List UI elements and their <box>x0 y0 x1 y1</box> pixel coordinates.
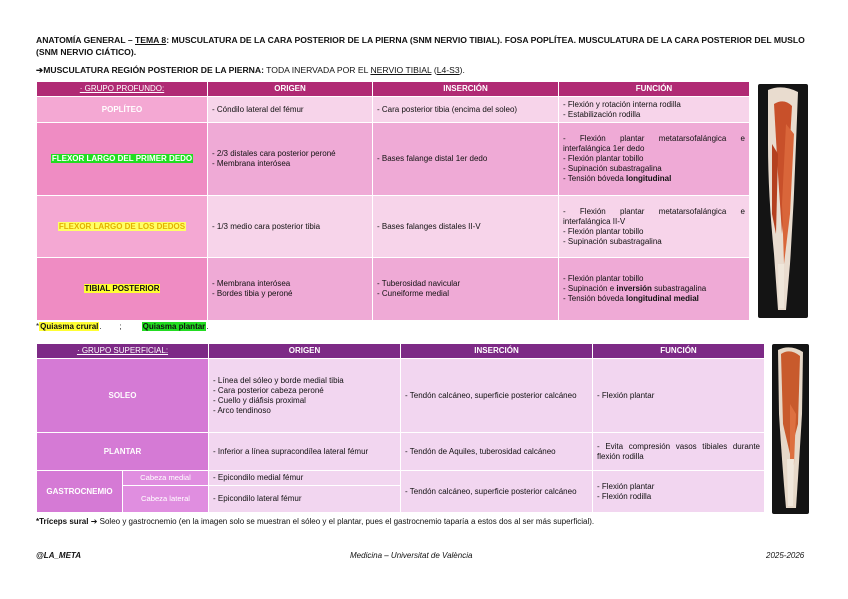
section-subtitle: ➔MUSCULATURA REGIÓN POSTERIOR DE LA PIERNA: TODA INERVADA POR EL NERVIO TIBIAL (L4-S3). <box>36 65 465 75</box>
origen-cell: - 1/3 medio cara posterior tibia <box>208 196 373 258</box>
footer-center: Medicina – Universitat de València <box>350 551 473 560</box>
origen-cell: - Epicondilo lateral fémur <box>209 486 401 513</box>
table-row <box>37 123 750 196</box>
origen-cell: - Epicondilo medial fémur <box>209 471 401 486</box>
header-origen: ORIGEN <box>208 82 373 97</box>
table-grupo-superficial <box>36 343 765 513</box>
insercion-cell: - Tuberosidad navicular - Cuneiforme medial <box>373 258 559 321</box>
leg-illustration-icon <box>772 344 809 514</box>
table-header-row <box>37 344 765 359</box>
muscle-name: POPLÍTEO <box>37 97 208 123</box>
insercion-cell: - Tendón calcáneo, superficie posterior calcáneo <box>401 471 593 513</box>
triceps-sural-note: *Tríceps sural ➔ Soleo y gastrocnemio (en la imagen solo se muestran el sóleo y el plantar, pues el gastrocnemio taparía a estos dos al ser más superficial). <box>36 517 595 526</box>
insercion-cell: - Cara posterior tibia (encima del soleo) <box>373 97 559 123</box>
table-header-row <box>37 82 750 97</box>
insercion-cell: - Tendón de Aquiles, tuberosidad calcáneo <box>401 433 593 471</box>
funcion-cell: - Flexión plantar metatarsofalángica e interfalángica 1er dedo - Flexión plantar tobillo - Supinación subastragalina - Tensión bóveda longitudinal <box>559 123 750 196</box>
funcion-cell: - Flexión plantar - Flexión rodilla <box>593 471 765 513</box>
muscle-name: FLEXOR LARGO DEL PRIMER DEDO <box>37 123 208 196</box>
header-insercion: INSERCIÓN <box>401 344 593 359</box>
footer-right: 2025-2026 <box>766 551 805 560</box>
page-title: ANATOMÍA GENERAL – TEMA 8: MUSCULATURA DE LA CARA POSTERIOR DE LA PIERNA (SNM NERVIO TIBIAL). FOSA POPLÍTEA. MUSCULATURA DE LA CARA POSTERIOR DEL MUSLO (SNM NERVIO CIÁTICO). <box>36 35 805 57</box>
muscle-name: GASTROCNEMIO <box>37 471 123 513</box>
insercion-cell: - Tendón calcáneo, superficie posterior calcáneo <box>401 359 593 433</box>
muscle-name: SOLEO <box>37 359 209 433</box>
table-row <box>37 433 765 471</box>
header-insercion: INSERCIÓN <box>373 82 559 97</box>
sub-head-medial: Cabeza medial <box>123 471 209 486</box>
insercion-cell: - Bases falanges distales II-V <box>373 196 559 258</box>
footer-left: @LA_META <box>36 551 81 560</box>
superficial-muscles-leg-image <box>772 344 809 514</box>
table-row <box>37 471 765 486</box>
sub-head-lateral: Cabeza lateral <box>123 486 209 513</box>
origen-cell: - Línea del sóleo y borde medial tibia - Cara posterior cabeza peroné - Cuello y diáfisis proximal - Arco tendinoso <box>209 359 401 433</box>
table-grupo-profundo <box>36 81 750 321</box>
leg-illustration-icon <box>758 84 808 318</box>
header-grupo: · GRUPO PROFUNDO: <box>37 82 208 97</box>
origen-cell: - 2/3 distales cara posterior peroné - Membrana interósea <box>208 123 373 196</box>
table-row <box>37 97 750 123</box>
origen-cell: - Membrana interósea - Bordes tibia y peroné <box>208 258 373 321</box>
deep-muscles-leg-image <box>758 84 808 318</box>
funcion-cell: - Evita compresión vasos tibiales durante flexión rodilla <box>593 433 765 471</box>
muscle-name: FLEXOR LARGO DE LOS DEDOS <box>37 196 208 258</box>
funcion-cell: - Flexión plantar metatarsofalángica e interfalángica II-V - Flexión plantar tobillo - Supinación subastragalina <box>559 196 750 258</box>
funcion-cell: - Flexión y rotación interna rodilla - Estabilización rodilla <box>559 97 750 123</box>
table-row <box>37 359 765 433</box>
insercion-cell: - Bases falange distal 1er dedo <box>373 123 559 196</box>
muscle-name: TIBIAL POSTERIOR <box>37 258 208 321</box>
table-row <box>37 196 750 258</box>
header-funcion: FUNCIÓN <box>593 344 765 359</box>
funcion-cell: - Flexión plantar <box>593 359 765 433</box>
origen-cell: - Inferior a línea supracondílea lateral fémur <box>209 433 401 471</box>
header-grupo: · GRUPO SUPERFICIAL: <box>37 344 209 359</box>
quiasma-note: *Quiasma crural. ; Quiasma plantar. <box>36 322 209 331</box>
header-funcion: FUNCIÓN <box>559 82 750 97</box>
funcion-cell: - Flexión plantar tobillo - Supinación e inversión subastragalina - Tensión bóveda longitudinal medial <box>559 258 750 321</box>
muscle-name: PLANTAR <box>37 433 209 471</box>
table-row <box>37 258 750 321</box>
header-origen: ORIGEN <box>209 344 401 359</box>
origen-cell: - Cóndilo lateral del fémur <box>208 97 373 123</box>
